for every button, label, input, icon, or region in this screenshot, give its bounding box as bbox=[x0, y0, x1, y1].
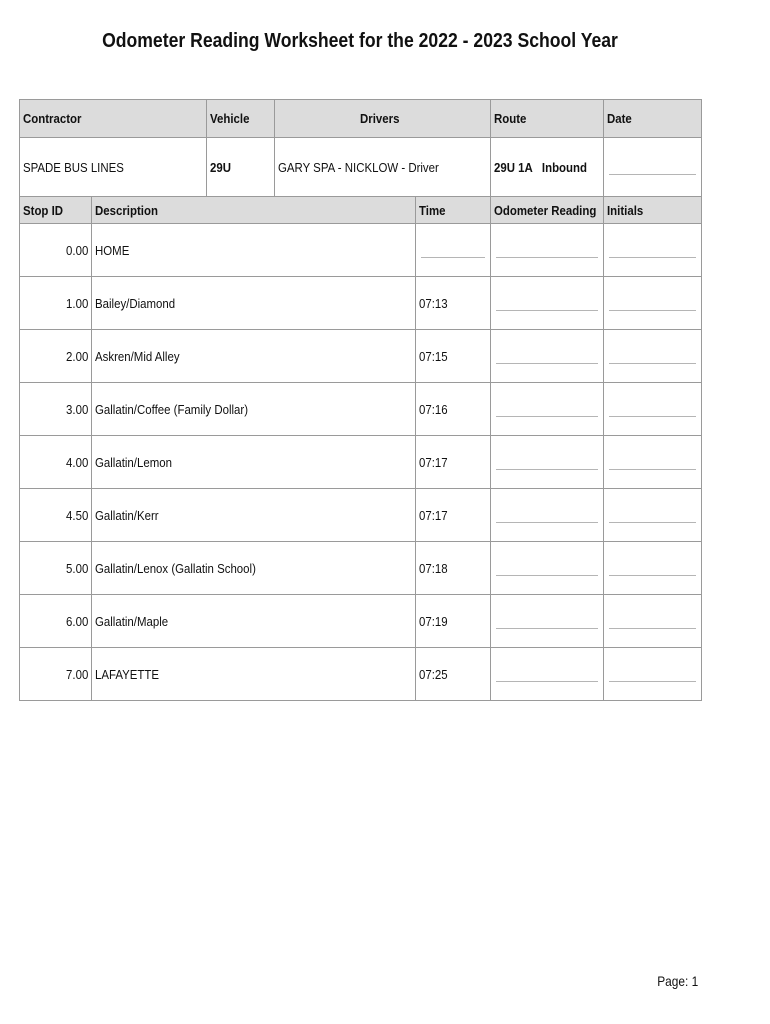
stop-row bbox=[20, 489, 702, 542]
description-header: Description bbox=[92, 197, 416, 224]
stop-time-cell: 07:15 bbox=[416, 330, 491, 383]
stop-row bbox=[20, 595, 702, 648]
stop-id-cell: 1.00 bbox=[20, 277, 92, 330]
odometer-reading-blank[interactable] bbox=[491, 436, 604, 489]
stop-time-cell: 07:18 bbox=[416, 542, 491, 595]
stop-id-cell: 3.00 bbox=[20, 383, 92, 436]
vehicle-header: Vehicle bbox=[207, 100, 275, 138]
stop-time-cell: 07:17 bbox=[416, 489, 491, 542]
odometer-reading-blank[interactable] bbox=[491, 277, 604, 330]
stop-time-cell: 07:17 bbox=[416, 436, 491, 489]
initials-blank[interactable] bbox=[604, 436, 702, 489]
initials-blank[interactable] bbox=[604, 595, 702, 648]
stop-time-cell: 07:16 bbox=[416, 383, 491, 436]
odometer-reading-blank[interactable] bbox=[491, 595, 604, 648]
stop-row bbox=[20, 330, 702, 383]
contractor-header: Contractor bbox=[20, 100, 207, 138]
stop-id-cell: 0.00 bbox=[20, 224, 92, 277]
initials-blank[interactable] bbox=[604, 277, 702, 330]
odometer-reading-blank[interactable] bbox=[491, 330, 604, 383]
time-blank[interactable] bbox=[421, 256, 485, 258]
stop-time-cell: 07:13 bbox=[416, 277, 491, 330]
odometer-reading-blank[interactable] bbox=[491, 383, 604, 436]
header-row bbox=[20, 100, 702, 138]
stop-description-cell: Bailey/Diamond bbox=[92, 277, 416, 330]
stop-row bbox=[20, 436, 702, 489]
odometer-worksheet-table bbox=[19, 99, 702, 701]
route-header: Route bbox=[491, 100, 604, 138]
route-value: 29U 1A Inbound bbox=[491, 138, 604, 197]
stop-description-cell: LAFAYETTE bbox=[92, 648, 416, 701]
stop-description-cell: Askren/Mid Alley bbox=[92, 330, 416, 383]
stop-time-cell: 07:25 bbox=[416, 648, 491, 701]
stop-id-cell: 6.00 bbox=[20, 595, 92, 648]
stop-id-cell: 7.00 bbox=[20, 648, 92, 701]
date-header: Date bbox=[604, 100, 702, 138]
contractor-value: SPADE BUS LINES bbox=[20, 138, 207, 197]
initials-blank[interactable] bbox=[604, 383, 702, 436]
stop-row bbox=[20, 383, 702, 436]
odometer-reading-blank[interactable] bbox=[491, 224, 604, 277]
stop-description-cell: Gallatin/Coffee (Family Dollar) bbox=[92, 383, 416, 436]
initials-blank[interactable] bbox=[604, 648, 702, 701]
drivers-value: GARY SPA - NICKLOW - Driver bbox=[275, 138, 491, 197]
stop-id-cell: 4.50 bbox=[20, 489, 92, 542]
stop-description-cell: Gallatin/Maple bbox=[92, 595, 416, 648]
stop-description-cell: Gallatin/Lemon bbox=[92, 436, 416, 489]
initials-header: Initials bbox=[604, 197, 702, 224]
initials-blank[interactable] bbox=[604, 489, 702, 542]
stop-time-cell: 07:19 bbox=[416, 595, 491, 648]
odometer-header: Odometer Reading bbox=[491, 197, 604, 224]
drivers-header: Drivers bbox=[275, 100, 491, 138]
odometer-reading-blank[interactable] bbox=[491, 648, 604, 701]
stop-id-cell: 5.00 bbox=[20, 542, 92, 595]
stop-id-cell: 4.00 bbox=[20, 436, 92, 489]
info-row bbox=[20, 138, 702, 197]
stop-description-cell: Gallatin/Lenox (Gallatin School) bbox=[92, 542, 416, 595]
stop-id-header: Stop ID bbox=[20, 197, 92, 224]
stop-row bbox=[20, 648, 702, 701]
page-title: Odometer Reading Worksheet for the 2022 - 2023 School Year bbox=[102, 30, 618, 52]
stop-description-cell: HOME bbox=[92, 224, 416, 277]
stop-id-cell: 2.00 bbox=[20, 330, 92, 383]
stop-row bbox=[20, 224, 702, 277]
date-blank[interactable] bbox=[604, 138, 702, 197]
column-header-row bbox=[20, 197, 702, 224]
initials-blank[interactable] bbox=[604, 224, 702, 277]
stop-row bbox=[20, 542, 702, 595]
initials-blank[interactable] bbox=[604, 542, 702, 595]
initials-blank[interactable] bbox=[604, 330, 702, 383]
odometer-reading-blank[interactable] bbox=[491, 489, 604, 542]
time-header: Time bbox=[416, 197, 491, 224]
stop-description-cell: Gallatin/Kerr bbox=[92, 489, 416, 542]
vehicle-value: 29U bbox=[207, 138, 275, 197]
page-number: Page: 1 bbox=[656, 973, 698, 989]
odometer-reading-blank[interactable] bbox=[491, 542, 604, 595]
stop-row bbox=[20, 277, 702, 330]
stop-time-cell[interactable] bbox=[416, 224, 491, 277]
